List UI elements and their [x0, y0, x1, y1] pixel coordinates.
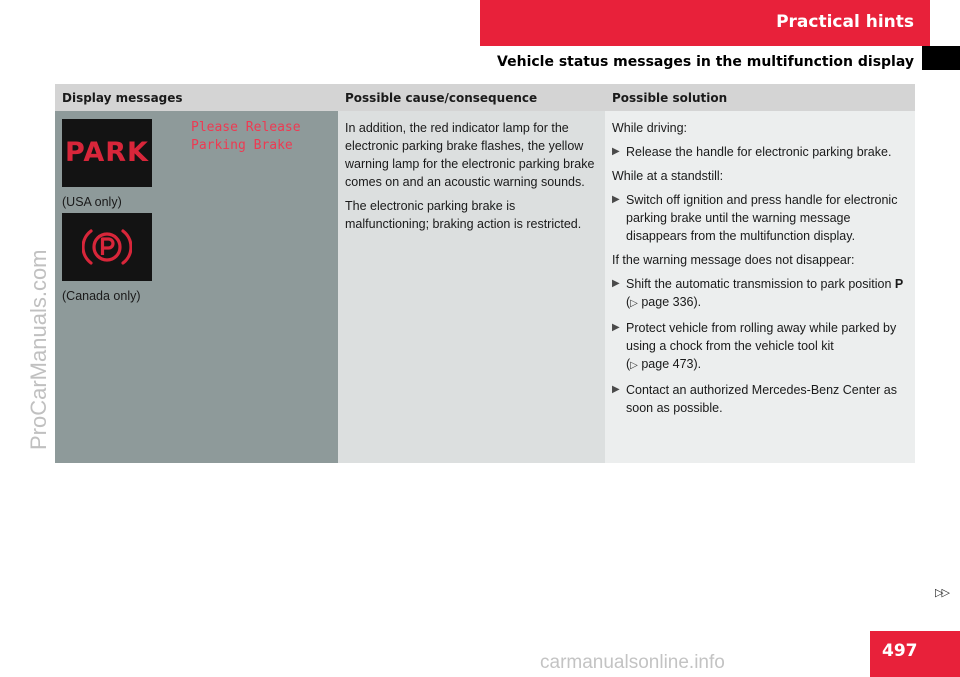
page-ref-arrow-icon: ▷ [630, 298, 638, 309]
bullet-arrow-icon: ▶ [612, 194, 620, 205]
usa-only-label: (USA only) [62, 195, 122, 209]
canada-only-label: (Canada only) [62, 289, 141, 303]
page-number: 497 [870, 631, 960, 677]
watermark-left: ProCarManuals.com [26, 249, 51, 450]
parking-brake-icon [62, 213, 152, 281]
status-message-table [55, 84, 915, 463]
bullet-arrow-icon: ▶ [612, 384, 620, 395]
page-subtitle: Vehicle status messages in the multifunction display [497, 54, 914, 70]
list-item: ▶ Shift the automatic transmission to park position P (▷ page 336). [612, 277, 904, 309]
cause-paragraph-1: In addition, the red indicator lamp for the electronic parking brake flashes, the yellow warning lamp for the electronic parking brake comes on and an acoustic warning sounds. [345, 121, 595, 189]
solution-bullet-5: Contact an authorized Mercedes-Benz Center as soon as possible. [626, 383, 897, 415]
park-icon-text: PARK [65, 137, 149, 168]
display-message-line2: Parking Brake [191, 138, 293, 153]
solution-bullet-3: Shift the automatic transmission to park position [626, 277, 895, 291]
solution-if-not-disappear: If the warning message does not disappear: [612, 253, 855, 267]
display-row-usa [62, 119, 331, 187]
page-reference-473[interactable]: page 473). [641, 357, 702, 371]
header-black-block [922, 46, 960, 70]
list-item [612, 191, 908, 245]
table-header-row [55, 84, 915, 111]
cause-paragraph-2: The electronic parking brake is malfunctioning; braking action is restricted. [345, 199, 582, 231]
column-header-solution: Possible solution [605, 84, 915, 111]
list-item [612, 143, 908, 161]
page-ref-arrow-icon: ▷ [630, 360, 638, 371]
watermark-bottom: carmanualsonline.info [540, 652, 725, 673]
column-header-display: Display messages [55, 84, 338, 111]
solution-bullet-2: Switch off ignition and press handle for electronic parking brake until the warning message disappears from the multifunction display. [626, 193, 898, 243]
display-message-text [191, 119, 301, 155]
display-message-line1: Please Release [191, 120, 301, 135]
bullet-arrow-icon: ▶ [612, 278, 620, 289]
park-position-letter: P [894, 277, 904, 291]
solution-while-standstill: While at a standstill: [612, 169, 724, 183]
page-reference-336[interactable]: page 336). [641, 295, 702, 309]
solution-bullet-1: Release the handle for electronic parking brake. [626, 145, 892, 159]
solution-cell [605, 111, 915, 463]
park-indicator-icon [62, 119, 152, 187]
next-page-arrow-icon: ▷▷ [935, 587, 948, 599]
list-item [612, 381, 908, 417]
section-title-tab [480, 0, 930, 46]
bullet-arrow-icon: ▶ [612, 322, 620, 333]
parking-brake-svg [82, 226, 132, 268]
column-header-cause: Possible cause/consequence [338, 84, 605, 111]
cause-cell [338, 111, 605, 463]
section-title: Practical hints [776, 12, 914, 32]
display-cell [55, 111, 338, 463]
solution-bullet-4: Protect vehicle from rolling away while parked by using a chock from the vehicle tool kit [626, 321, 897, 353]
bullet-arrow-icon: ▶ [612, 146, 620, 157]
solution-while-driving: While driving: [612, 121, 688, 135]
table-row [55, 111, 915, 463]
list-item: ▶ Protect vehicle from rolling away while parked by using a chock from the vehicle tool kit (▷ page 473). [612, 321, 897, 371]
